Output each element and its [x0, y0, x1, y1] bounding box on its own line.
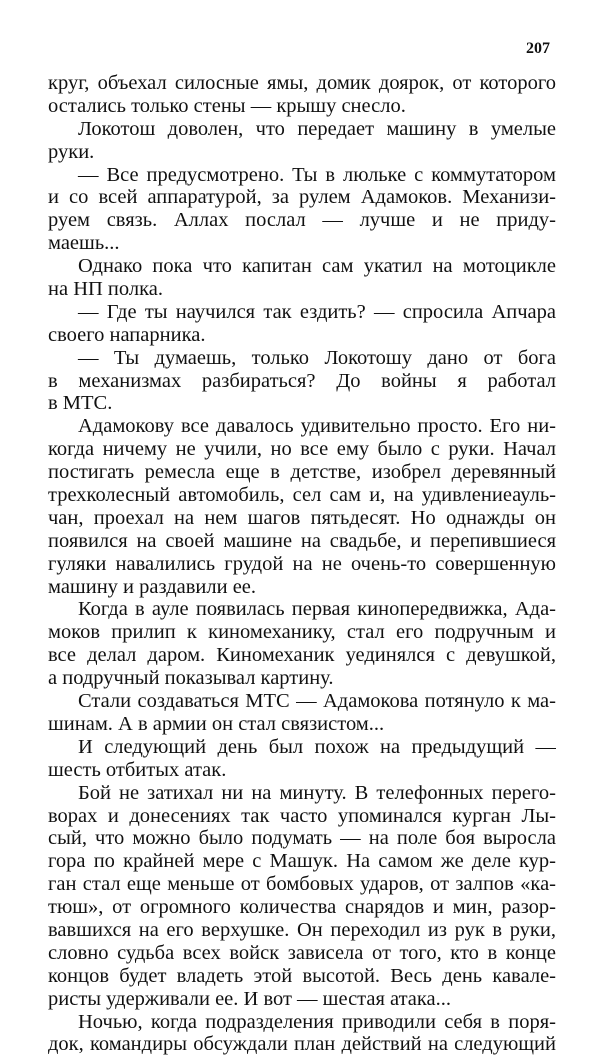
text-line: Когда в ауле появилась первая кинопередвижка, Ада-: [78, 598, 556, 621]
text-line: — Все предусмотрено. Ты в люльке с коммутатором: [78, 163, 556, 186]
text-line: своего напарника.: [48, 323, 206, 346]
text-line: появился на своей машине на свадьбе, и перепившиеся: [48, 529, 556, 552]
text-line: все делал даром. Киномеханик уединялся с девушкой,: [48, 644, 556, 667]
text-line: а подручный показывал картину.: [48, 667, 334, 690]
text-line: словно судьба всех войск зависела от того, кто в конце: [48, 941, 556, 964]
text-line: ворах и донесениях так часто упоминался курган Лы-: [48, 804, 556, 827]
text-line: и со всей аппаратурой, за рулем Адамоков. Механизи-: [48, 186, 556, 209]
text-line: на НП полка.: [48, 278, 163, 301]
text-line: трехколесный автомобиль, сел сам и, на удивлениеауль-: [48, 484, 556, 507]
text-line: маешь...: [48, 232, 120, 255]
text-line: Бой не затихал ни на минуту. В телефонных перего-: [78, 781, 556, 804]
text-line: гора по крайней мере с Машук. На самом же деле кур-: [48, 850, 556, 873]
text-line: моков прилип к киномеханику, стал его подручным и: [48, 621, 556, 644]
text-line: когда ничему не учили, но все ему было с руки. Начал: [48, 438, 556, 461]
text-line: машину и раздавили ее.: [48, 575, 257, 598]
page-number: 207: [526, 40, 550, 57]
text-line: ган стал еще меньше от бомбовых ударов, от залпов «ка-: [48, 873, 556, 896]
text-line: концов будет владеть этой высотой. Весь день кавале-: [48, 964, 556, 987]
text-line: руки.: [48, 140, 95, 163]
text-line: Локотош доволен, что передает машину в умелые: [78, 117, 556, 140]
text-line: Ночью, когда подразделения приводили себя в поря-: [78, 1010, 556, 1033]
text-line: Стали создаваться МТС — Адамокова потянуло к ма-: [78, 690, 556, 713]
text-line: в механизмах разбираться? До войны я работал: [48, 369, 556, 392]
text-line: тюш», от огромного количества снарядов и мин, разор-: [48, 896, 556, 919]
text-line: — Ты думаешь, только Локотошу дано от бога: [78, 346, 556, 369]
text-line: гуляки навалились грудой на не очень-то совершенную: [48, 552, 556, 575]
text-line: шесть отбитых атак.: [48, 758, 227, 781]
text-line: шинам. А в армии он стал связистом...: [48, 712, 385, 735]
text-line: — Где ты научился так ездить? — спросила Апчара: [78, 300, 556, 323]
text-line: круг, объехал силосные ямы, домик доярок, от которого: [48, 72, 556, 94]
text-line: чан, проехал на нем шагов пятьдесят. Но однажды он: [48, 506, 556, 529]
text-line: постигать ремесла еще в детстве, изобрел деревянный: [48, 461, 556, 484]
text-block: [48, 72, 556, 1056]
text-line: ристы удерживали ее. И вот — шестая атака...: [48, 987, 452, 1010]
text-line: вавшихся на его верхушке. Он переходил из рук в руки,: [48, 918, 556, 941]
text-line: И следующий день был похож на предыдущий —: [78, 735, 556, 758]
text-line: Адамокову все давалось удивительно просто. Его ни-: [78, 415, 556, 438]
text-line: док, командиры обсуждали план действий на следующий: [48, 1033, 556, 1056]
text-line: Однако пока что капитан сам укатил на мотоцикле: [78, 255, 556, 278]
text-line: сый, что можно было подумать — на поле боя выросла: [48, 827, 556, 850]
text-line: остались только стены — крышу снесло.: [48, 94, 406, 117]
text-line: руем связь. Аллах послал — лучше и не приду-: [48, 209, 556, 232]
text-line: в МТС.: [48, 392, 113, 415]
